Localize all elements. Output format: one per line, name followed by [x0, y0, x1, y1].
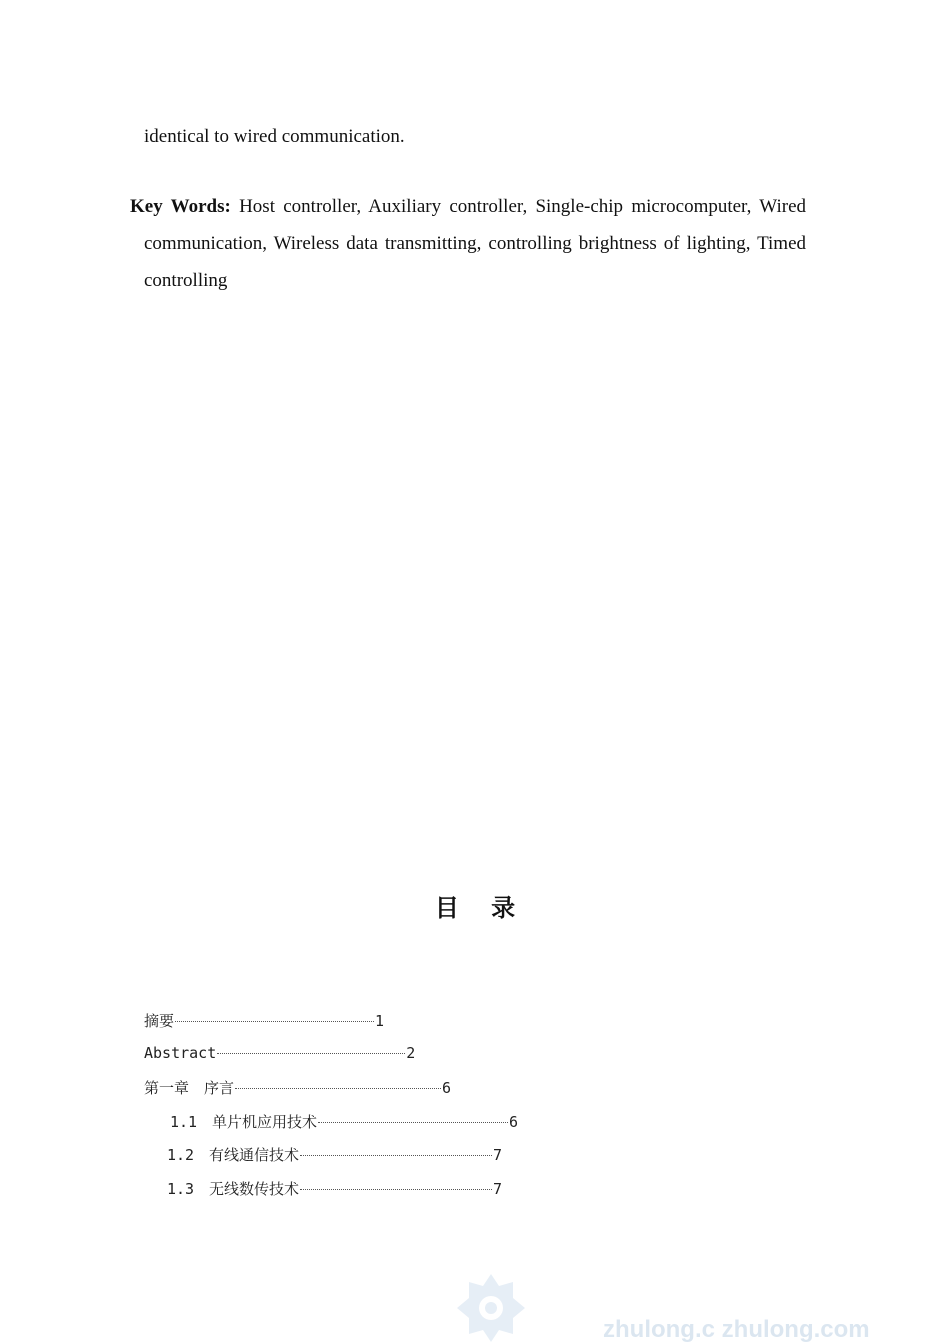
toc-entry-page: 7 — [493, 1180, 503, 1198]
toc-leader — [175, 1020, 374, 1022]
toc-entry-chapter-1[interactable] — [144, 1077, 451, 1098]
toc-leader — [300, 1188, 492, 1190]
toc-entry-1-2[interactable] — [167, 1144, 502, 1165]
toc-entry-title: Abstract — [144, 1044, 217, 1062]
watermark-text: zhulong.c zhulong.com — [603, 1316, 870, 1343]
toc-entry-number: 1.3 — [167, 1180, 195, 1198]
toc-entry-page: 6 — [442, 1079, 452, 1097]
toc-entry-page: 1 — [375, 1012, 385, 1030]
toc-entry-number: 1.1 — [170, 1113, 198, 1131]
toc-leader — [235, 1087, 441, 1089]
toc-leader — [300, 1154, 492, 1156]
toc-entry-abstract-cn[interactable] — [144, 1010, 384, 1031]
toc-leader — [217, 1052, 405, 1054]
keywords-block — [130, 188, 806, 299]
toc-leader — [318, 1121, 508, 1123]
toc-entry-title: 无线数传技术 — [209, 1180, 300, 1198]
toc-entry-title: 有线通信技术 — [209, 1146, 300, 1164]
keywords-text: Host controller, Auxiliary controller, Single-chip microcomputer, Wired communication, Wireless data transmitting, controlling brightness of lighting, Timed controlling — [144, 196, 807, 291]
toc-entry-number: 1.2 — [167, 1146, 195, 1164]
toc-entry-page: 7 — [493, 1146, 503, 1164]
snowflake-logo-icon — [455, 1272, 527, 1344]
keywords-label: Key Words: — [130, 196, 231, 217]
toc-entry-title: 摘要 — [144, 1012, 175, 1030]
toc-entry-abstract-en[interactable] — [144, 1044, 415, 1062]
toc-entry-page: 2 — [406, 1044, 416, 1062]
continuation-paragraph: identical to wired communication. — [144, 126, 405, 147]
toc-entry-title: 单片机应用技术 — [212, 1113, 318, 1131]
toc-entry-page: 6 — [509, 1113, 519, 1131]
toc-entry-1-3[interactable] — [167, 1178, 502, 1199]
toc-entry-1-1[interactable] — [170, 1111, 518, 1132]
toc-entry-title: 第一章 序言 — [144, 1079, 235, 1097]
toc-title: 目 录 — [434, 894, 528, 922]
